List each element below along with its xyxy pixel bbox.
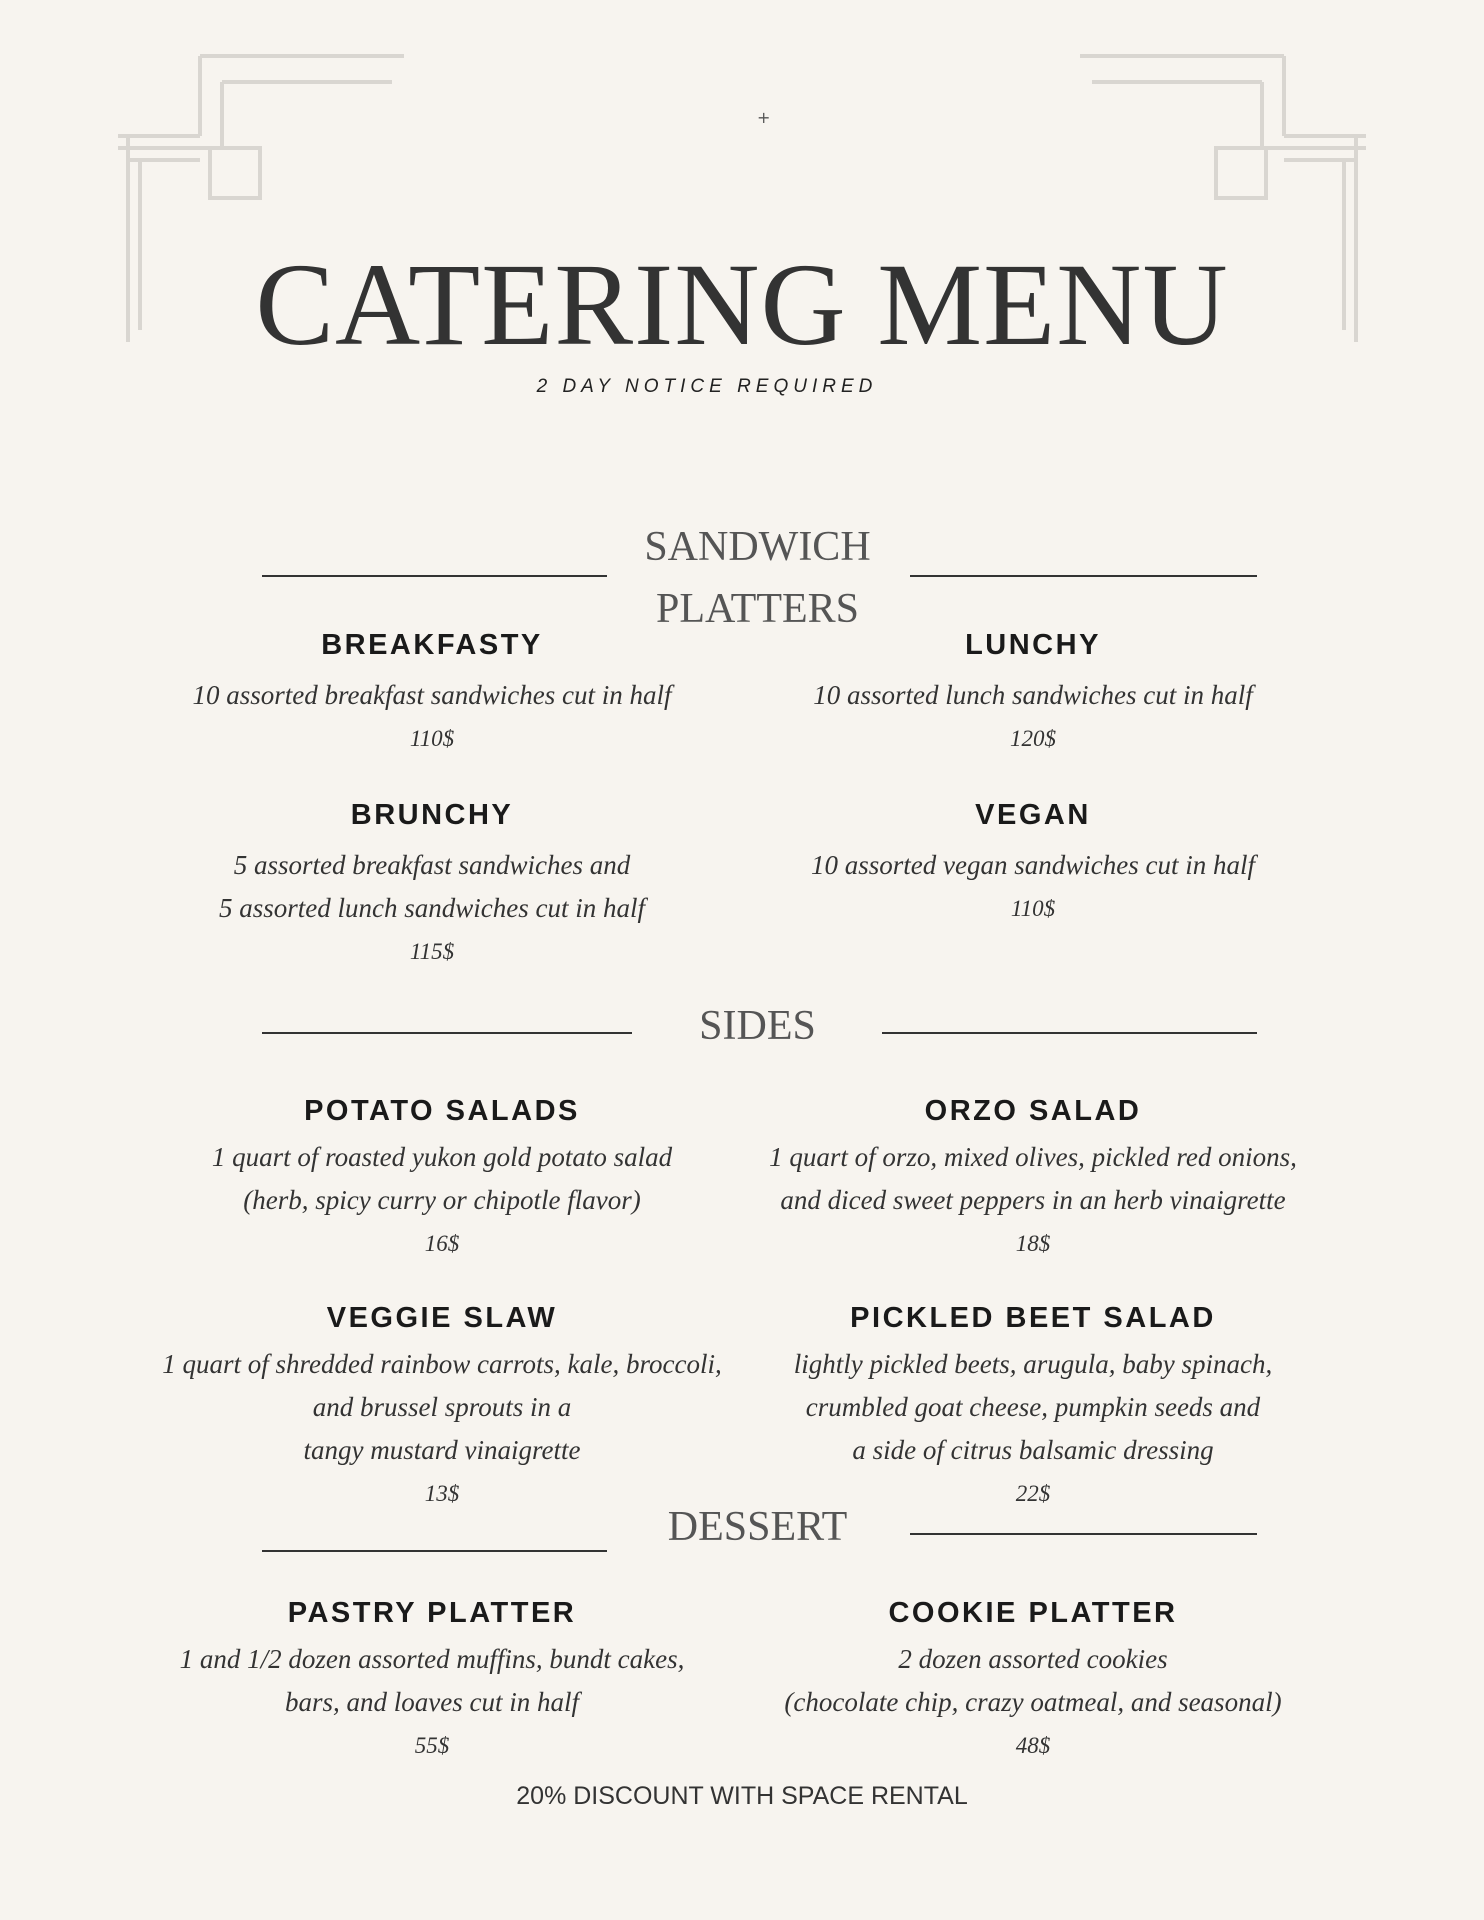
- item-name: POTATO SALADS: [304, 1095, 580, 1127]
- section-title-dessert: DESSERT: [667, 1504, 848, 1550]
- item-price: 115$: [409, 939, 455, 964]
- section-rule-right: [882, 1032, 1257, 1034]
- item-name: VEGAN: [975, 799, 1091, 831]
- item-price: 110$: [1010, 896, 1056, 921]
- notice-subtitle: 2 DAY NOTICE REQUIRED: [536, 376, 878, 397]
- menu-item: [753, 798, 1313, 930]
- item-price: 110$: [409, 726, 455, 751]
- menu-item: [162, 1094, 722, 1265]
- item-description: 5 assorted breakfast sandwiches and 5 assorted lunch sandwiches cut in half: [219, 850, 645, 923]
- menu-item: [753, 1596, 1313, 1767]
- menu-item: [152, 798, 712, 973]
- section-rule-left: [262, 575, 607, 577]
- section-rule-right: [910, 575, 1257, 577]
- ornament-plus: +: [757, 108, 771, 127]
- discount-footer: 20% DISCOUNT WITH SPACE RENTAL: [516, 1782, 968, 1810]
- item-name: BREAKFASTY: [321, 629, 543, 661]
- menu-item: [162, 1301, 722, 1515]
- menu-item: [152, 1596, 712, 1767]
- item-price: 16$: [424, 1231, 460, 1256]
- item-description: 2 dozen assorted cookies (chocolate chip, crazy oatmeal, and seasonal): [784, 1644, 1282, 1717]
- item-name: ORZO SALAD: [924, 1095, 1142, 1127]
- item-description: lightly pickled beets, arugula, baby spinach, crumbled goat cheese, pumpkin seeds and a side of citrus balsamic dressing: [793, 1349, 1273, 1465]
- item-description: 1 and 1/2 dozen assorted muffins, bundt cakes, bars, and loaves cut in half: [179, 1644, 685, 1717]
- item-description: 1 quart of orzo, mixed olives, pickled red onions, and diced sweet peppers in an herb vinaigrette: [769, 1142, 1297, 1215]
- item-name: PASTRY PLATTER: [287, 1597, 577, 1629]
- section-title-sandwich-platters: SANDWICH PLATTERS: [644, 524, 871, 632]
- section-rule-right: [910, 1533, 1257, 1535]
- item-description: 10 assorted breakfast sandwiches cut in half: [192, 680, 672, 710]
- item-name: BRUNCHY: [350, 799, 514, 831]
- menu-item: [753, 1301, 1313, 1515]
- item-description: 10 assorted lunch sandwiches cut in half: [813, 680, 1253, 710]
- section-rule-left: [262, 1550, 607, 1552]
- item-name: VEGGIE SLAW: [326, 1302, 558, 1334]
- item-name: COOKIE PLATTER: [888, 1597, 1178, 1629]
- menu-item: [753, 628, 1313, 760]
- item-name: LUNCHY: [965, 629, 1101, 661]
- item-price: 22$: [1015, 1481, 1051, 1506]
- section-title-sides: SIDES: [699, 1003, 816, 1049]
- item-price: 18$: [1015, 1231, 1051, 1256]
- item-price: 13$: [424, 1481, 460, 1506]
- item-price: 55$: [414, 1733, 450, 1758]
- page-title: CATERING MENU: [255, 239, 1229, 370]
- menu-item: [152, 628, 712, 760]
- item-price: 48$: [1015, 1733, 1051, 1758]
- item-description: 1 quart of shredded rainbow carrots, kale, broccoli, and brussel sprouts in a tangy mustard vinaigrette: [162, 1349, 722, 1465]
- section-rule-left: [262, 1032, 632, 1034]
- item-price: 120$: [1010, 726, 1056, 751]
- item-description: 10 assorted vegan sandwiches cut in half: [811, 850, 1255, 880]
- item-name: PICKLED BEET SALAD: [850, 1302, 1216, 1334]
- item-description: 1 quart of roasted yukon gold potato salad (herb, spicy curry or chipotle flavor): [211, 1142, 673, 1215]
- menu-item: [753, 1094, 1313, 1265]
